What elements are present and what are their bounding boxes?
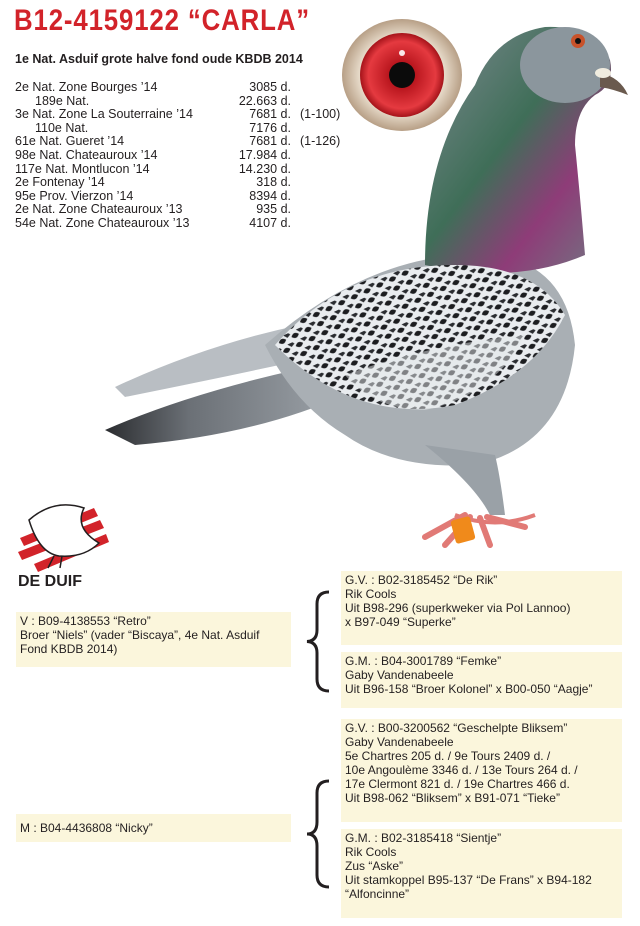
dove-logo-icon bbox=[18, 505, 109, 572]
result-name: 98e Nat. Chateauroux ’14 bbox=[15, 147, 158, 162]
pedigree-line: G.M. : B04-3001789 “Femke” bbox=[345, 654, 502, 668]
pedigree-line: Zus “Aske” bbox=[345, 859, 404, 873]
sire-box bbox=[16, 612, 291, 667]
result-name: 110e Nat. bbox=[35, 120, 89, 135]
result-name: 2e Nat. Zone Bourges ’14 bbox=[15, 80, 158, 94]
pedigree-line: 17e Clermont 821 d. / 19e Chartres 466 d. bbox=[345, 777, 570, 791]
brace-sire bbox=[303, 590, 333, 693]
pedigree-line: Uit B96-158 “Broer Kolonel” x B00-050 “Aagje” bbox=[345, 682, 593, 696]
sire-grandmother-box bbox=[341, 652, 622, 708]
result-distance: 7681 d. bbox=[249, 134, 291, 149]
pedigree-line: “Alfoncinne” bbox=[345, 887, 410, 901]
result-distance: 14.230 d. bbox=[238, 161, 291, 176]
pedigree-line: Gaby Vandenabeele bbox=[345, 735, 454, 749]
result-distance: 7176 d. bbox=[249, 120, 291, 135]
pedigree-line: Gaby Vandenabeele bbox=[345, 668, 454, 682]
result-name: 61e Nat. Gueret ’14 bbox=[15, 134, 125, 149]
dam-grandfather-box bbox=[341, 719, 622, 822]
result-name: 3e Nat. Zone La Souterraine ’14 bbox=[15, 107, 193, 122]
result-name: 2e Fontenay ’14 bbox=[15, 175, 105, 190]
result-distance: 935 d. bbox=[256, 202, 291, 217]
dam-name: M : B04-4436808 “Nicky” bbox=[20, 821, 153, 835]
result-distance: 22.663 d. bbox=[238, 93, 291, 108]
pedigree-line: Uit B98-296 (superkweker via Pol Lannoo) bbox=[345, 601, 571, 615]
result-distance: 17.984 d. bbox=[238, 147, 291, 162]
result-distance: 3085 d. bbox=[249, 80, 291, 94]
eye-closeup-photo bbox=[341, 18, 463, 132]
result-note: (1-126) bbox=[300, 134, 341, 149]
page-title: B12-4159122 “CARLA” bbox=[14, 4, 310, 37]
pedigree-line: G.V. : B02-3185452 “De Rik” bbox=[345, 573, 498, 587]
sire-description: Broer “Niels” (vader “Biscaya”, 4e Nat. Asduif Fond KBDB 2014) bbox=[20, 628, 260, 656]
result-distance: 318 d. bbox=[256, 175, 291, 190]
de-duif-logo bbox=[14, 498, 124, 590]
pedigree-line: G.V. : B00-3200562 “Geschelpte Bliksem” bbox=[345, 721, 568, 735]
dam-grandmother-box bbox=[341, 829, 622, 918]
pedigree-line: Rik Cools bbox=[345, 845, 397, 859]
result-name: 54e Nat. Zone Chateauroux ’13 bbox=[15, 215, 190, 230]
brace-dam bbox=[303, 779, 333, 889]
subtitle: 1e Nat. Asduif grote halve fond oude KBDB 2014 bbox=[15, 52, 303, 66]
result-name: 189e Nat. bbox=[35, 93, 90, 108]
result-distance: 8394 d. bbox=[249, 188, 291, 203]
pedigree-line: Uit stamkoppel B95-137 “De Frans” x B94-182 bbox=[345, 873, 592, 887]
pedigree-line: G.M. : B02-3185418 “Sientje” bbox=[345, 831, 502, 845]
result-name: 117e Nat. Montlucon ’14 bbox=[15, 161, 150, 176]
result-distance: 4107 d. bbox=[249, 215, 291, 230]
pedigree-line: 5e Chartres 205 d. / 9e Tours 2409 d. / bbox=[345, 749, 551, 763]
result-name: 2e Nat. Zone Chateauroux ’13 bbox=[15, 202, 183, 217]
result-distance: 7681 d. bbox=[249, 107, 291, 122]
pedigree-line: Rik Cools bbox=[345, 587, 397, 601]
pedigree-line: 10e Angoulème 3346 d. / 13e Tours 264 d. / bbox=[345, 763, 578, 777]
sire-grandfather-box bbox=[341, 571, 622, 645]
result-name: 95e Prov. Vierzon ’14 bbox=[15, 188, 134, 203]
logo-text: DE DUIF bbox=[18, 573, 82, 590]
pedigree-line: Uit B98-062 “Bliksem” x B91-071 “Tieke” bbox=[345, 791, 560, 805]
pedigree-line: x B97-049 “Superke” bbox=[345, 615, 456, 629]
sire-name: V : B09-4138553 “Retro” bbox=[20, 614, 151, 628]
result-note: (1-100) bbox=[300, 107, 341, 122]
dam-box bbox=[16, 814, 291, 842]
